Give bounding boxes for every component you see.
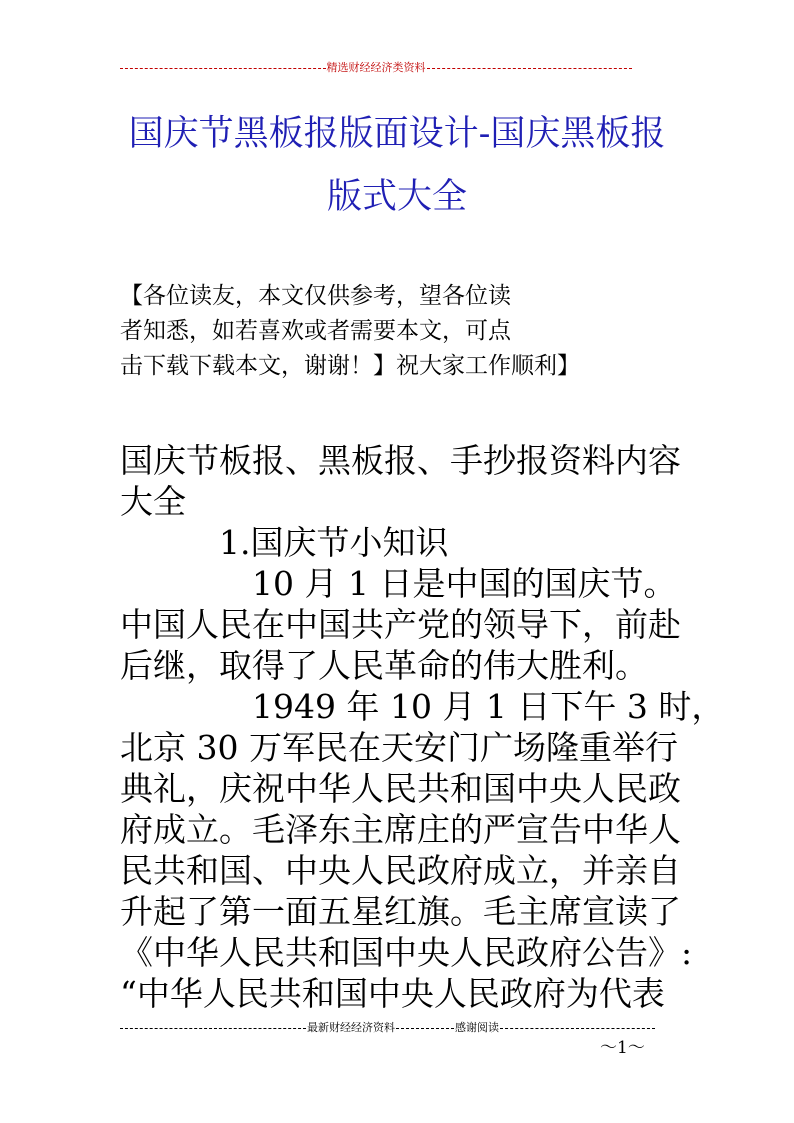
footer-right-text: 感谢阅读 <box>455 1021 499 1034</box>
header-rule-left <box>120 68 326 69</box>
notice-line: 【各位读友，本文仅供参考，望各位读 <box>120 283 511 309</box>
body-text <box>120 440 725 1014</box>
footer-rule-left <box>120 1028 306 1029</box>
reader-notice <box>120 279 680 384</box>
body-line: 国庆节板报、黑板报、手抄报资料内容 <box>120 441 681 480</box>
body-line: 北京 30 万军民在天安门广场隆重举行 <box>120 728 678 767</box>
notice-line: 者知悉，如若喜欢或者需要本文，可点 <box>120 318 511 344</box>
document-title-line-2: 版式大全 <box>326 177 467 217</box>
body-line: 10 月 1 日是中国的国庆节。 <box>120 564 677 603</box>
body-line: 升起了第一面五星红旗。毛主席宣读了 <box>120 892 681 931</box>
footer-left-text: 最新财经经济资料 <box>307 1021 395 1034</box>
document-title-line-1: 国庆节黑板报版面设计-国庆黑板报 <box>128 114 666 154</box>
footer-rule-right <box>500 1028 655 1029</box>
page-number: ～1～ <box>600 1038 645 1058</box>
body-line: 《中华人民共和国中央人民政府公告》: <box>120 933 693 972</box>
notice-line: 击下载下载本文，谢谢！】祝大家工作顺利】 <box>120 353 580 379</box>
page-footer <box>120 1021 655 1035</box>
body-line: 典礼，庆祝中华人民共和国中央人民政 <box>120 769 681 808</box>
body-line: 中国人民在中国共产党的领导下，前赴 <box>120 605 681 644</box>
body-line: 1949 年 10 月 1 日下午 3 时， <box>120 687 725 726</box>
body-line: 民共和国、中央人民政府成立，并亲自 <box>120 851 681 890</box>
page-header <box>120 61 632 75</box>
body-line: “中华人民共和国中央人民政府为代表 <box>120 974 665 1013</box>
body-line: 后继，取得了人民革命的伟大胜利。 <box>120 646 648 685</box>
body-line: 大全 <box>120 482 186 521</box>
header-text: 精选财经经济类资料 <box>326 61 426 74</box>
section-heading: 1.国庆节小知识 <box>120 523 449 562</box>
footer-rule-middle <box>396 1028 454 1029</box>
header-rule-right <box>427 68 633 69</box>
body-line: 府成立。毛泽东主席庄的严宣告中华人 <box>120 810 681 849</box>
